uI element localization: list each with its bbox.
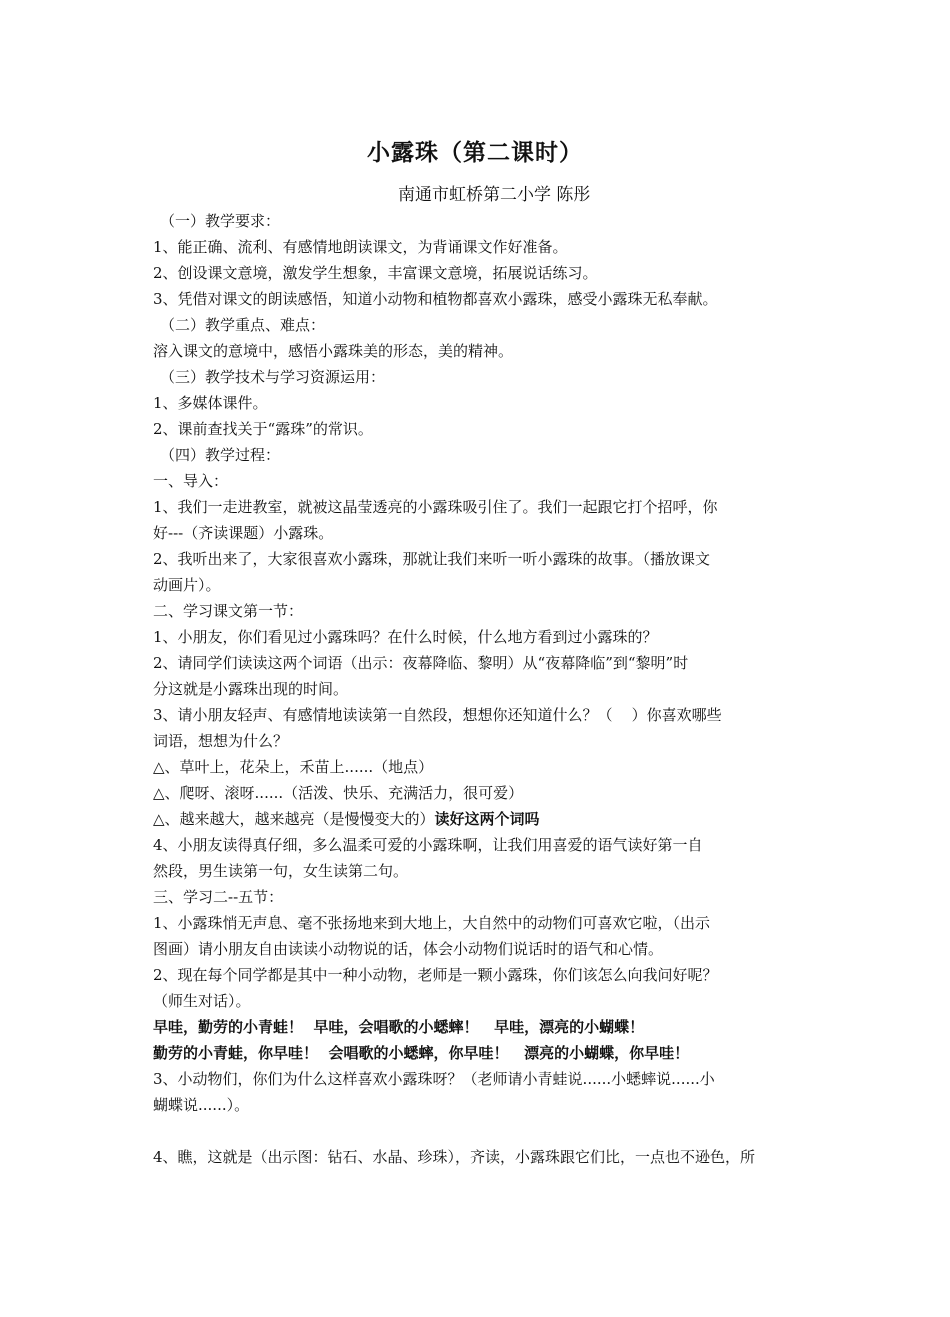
section-heading: （二）教学重点、难点： bbox=[160, 316, 326, 334]
body-line: 三、学习二--五节： bbox=[153, 888, 284, 906]
body-line: 1、小朋友，你们看见过小露珠吗？在什么时候，什么地方看到过小露珠的？ bbox=[153, 628, 658, 646]
body-line: 2、请同学们读读这两个词语（出示：夜幕降临、黎明）从“夜幕降临”到“黎明”时 bbox=[153, 654, 689, 672]
page-title: 小露珠（第二课时） bbox=[367, 139, 583, 166]
body-line: 1、小露珠悄无声息、毫不张扬地来到大地上，大自然中的动物们可喜欢它啦，（出示 bbox=[153, 914, 711, 932]
bold-dialogue-line bbox=[153, 1014, 803, 1040]
body-line: 2、创设课文意境，激发学生想象，丰富课文意境，拓展说话练习。 bbox=[153, 264, 598, 282]
body-line: 2、我听出来了，大家很喜欢小露珠，那就让我们来听一听小露珠的故事。（播放课文 bbox=[153, 550, 711, 568]
section-heading: （四）教学过程： bbox=[160, 446, 281, 464]
author-line: 南通市虹桥第二小学 陈彤 bbox=[398, 185, 591, 205]
body-text: △、越来越大，越来越亮（是慢慢变大的） bbox=[153, 810, 435, 828]
body-line: 3、小动物们，你们为什么这样喜欢小露珠呀？（老师请小青蛙说......小蟋蟀说......小 bbox=[153, 1070, 715, 1088]
bold-text: 勤劳的小青蛙，你早哇！ 会唱歌的小蟋蟀，你早哇！ 漂亮的小蝴蝶，你早哇！ bbox=[153, 1044, 690, 1062]
body-line: 4、瞧，这就是（出示图：钻石、水晶、珍珠），齐读，小露珠跟它们比，一点也不逊色，所 bbox=[153, 1148, 756, 1166]
bold-dialogue-line bbox=[153, 1040, 803, 1066]
document-body bbox=[153, 208, 803, 1170]
body-line: 1、能正确、流利、有感情地朗读课文，为背诵课文作好准备。 bbox=[153, 238, 568, 256]
body-line: 动画片）。 bbox=[153, 576, 221, 594]
bold-text: 早哇，勤劳的小青蛙！ 早哇，会唱歌的小蟋蟀！ 早哇，漂亮的小蝴蝶！ bbox=[153, 1018, 645, 1036]
body-line: 溶入课文的意境中，感悟小露珠美的形态，美的精神。 bbox=[153, 342, 514, 360]
body-line: 图画）请小朋友自由读读小动物说的话，体会小动物们说话时的语气和心情。 bbox=[153, 940, 664, 958]
body-line: 词语，想想为什么？ bbox=[153, 732, 289, 750]
body-line: 3、凭借对课文的朗读感悟，知道小动物和植物都喜欢小露珠，感受小露珠无私奉献。 bbox=[153, 290, 718, 308]
body-line: △、爬呀、滚呀......（活泼、快乐、充满活力，很可爱） bbox=[153, 784, 524, 802]
body-line-mixed bbox=[153, 806, 803, 832]
body-line: 1、我们一走进教室，就被这晶莹透亮的小露珠吸引住了。我们一起跟它打个招呼，你 bbox=[153, 498, 718, 516]
body-line: 二、学习课文第一节： bbox=[153, 602, 304, 620]
body-line: 分这就是小露珠出现的时间。 bbox=[153, 680, 349, 698]
body-line: 3、请小朋友轻声、有感情地读读第一自然段，想想你还知道什么？（ ）你喜欢哪些 bbox=[153, 706, 722, 724]
body-line: 1、多媒体课件。 bbox=[153, 394, 268, 412]
body-line: 蝴蝶说......）。 bbox=[153, 1096, 250, 1114]
body-line: 2、课前查找关于“露珠”的常识。 bbox=[153, 420, 373, 438]
body-line: 然段，男生读第一句，女生读第二句。 bbox=[153, 862, 409, 880]
bold-instruction: 读好这两个词吗 bbox=[434, 810, 540, 828]
body-line: 一、导入： bbox=[153, 472, 229, 490]
body-line: △、草叶上，花朵上，禾苗上......（地点） bbox=[153, 758, 434, 776]
body-line: 好---（齐读课题）小露珠。 bbox=[153, 524, 334, 542]
body-line: 4、小朋友读得真仔细，多么温柔可爱的小露珠啊，让我们用喜爱的语气读好第一自 bbox=[153, 836, 703, 854]
section-heading: （三）教学技术与学习资源运用： bbox=[160, 368, 386, 386]
body-line: 2、现在每个同学都是其中一种小动物，老师是一颗小露珠，你们该怎么向我问好呢？ bbox=[153, 966, 718, 984]
section-heading: （一）教学要求： bbox=[160, 212, 281, 230]
body-line: （师生对话）。 bbox=[153, 992, 251, 1010]
blank-line bbox=[153, 1118, 803, 1144]
